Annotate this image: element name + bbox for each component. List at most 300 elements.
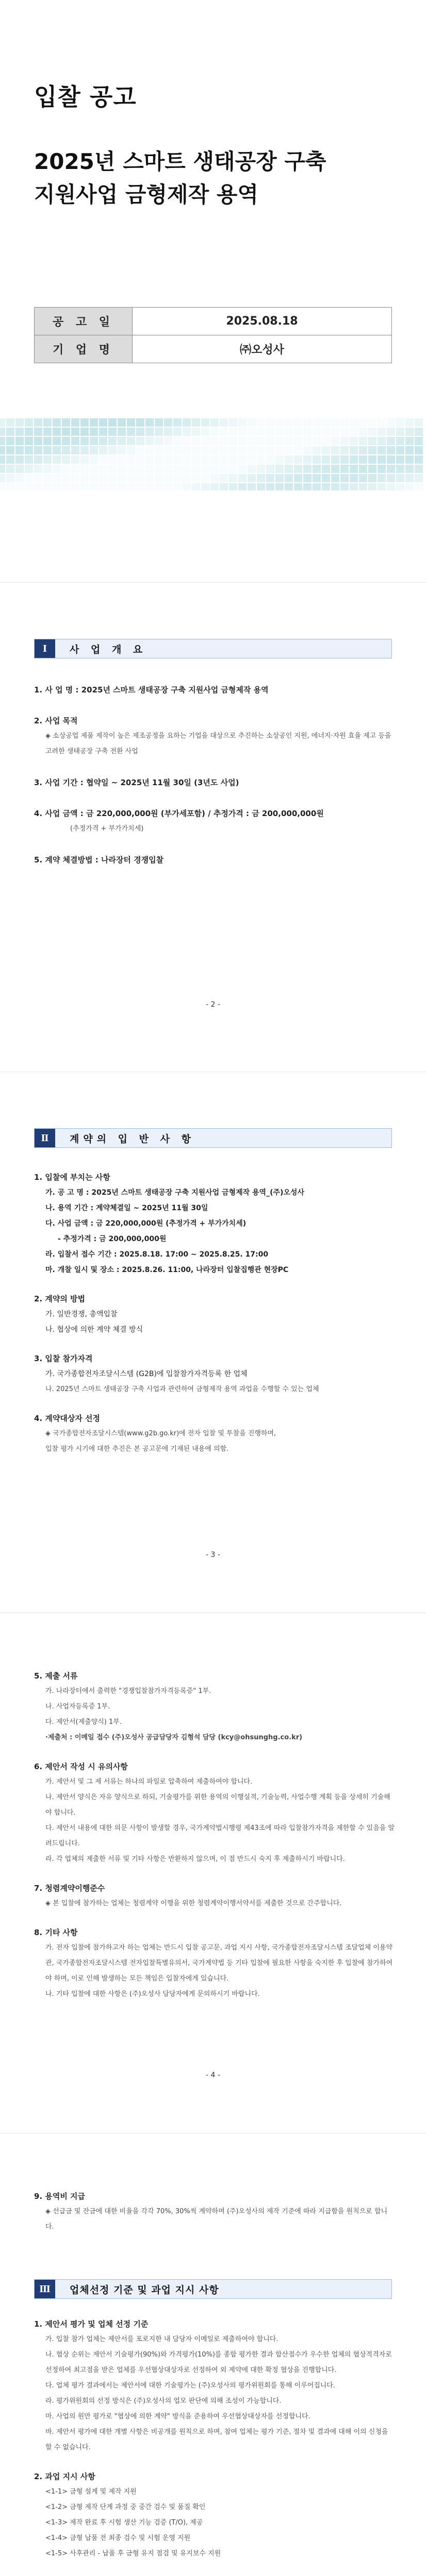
decorative-tile bbox=[229, 474, 237, 482]
decorative-tile bbox=[210, 474, 219, 482]
decorative-tile bbox=[0, 437, 5, 445]
decorative-tile bbox=[294, 455, 302, 464]
decorative-tile bbox=[368, 455, 376, 464]
decorative-tile bbox=[90, 483, 98, 490]
decorative-tile bbox=[34, 465, 42, 473]
decorative-tile bbox=[229, 418, 237, 427]
decorative-tile bbox=[90, 428, 98, 436]
table-row bbox=[35, 335, 392, 363]
list-item: 8. 기타 사항 bbox=[34, 1928, 78, 1937]
decorative-tile bbox=[238, 483, 247, 490]
decorative-tile bbox=[266, 455, 274, 464]
list-item: 나. 기타 입찰에 대한 사항은 (주)오성사 담당자에게 문의하시기 바랍니다. bbox=[45, 1990, 260, 1998]
decorative-tile bbox=[99, 455, 107, 464]
decorative-tile bbox=[248, 455, 256, 464]
decorative-tile bbox=[266, 474, 274, 482]
decorative-tile bbox=[108, 474, 117, 482]
decorative-tile bbox=[378, 446, 386, 454]
decorative-tile bbox=[415, 474, 423, 482]
decorative-tile bbox=[201, 418, 209, 427]
list-item: ◈ 본 입찰에 참가하는 업체는 청렴계약 이행을 위한 청렴계약이행서약서를 제출한 것으로 간주합니다. bbox=[45, 1900, 342, 1907]
section-2b-body bbox=[34, 1659, 395, 2002]
decorative-tile bbox=[183, 474, 191, 482]
decorative-tile bbox=[164, 465, 172, 473]
decorative-tile bbox=[313, 437, 321, 445]
decorative-tile bbox=[53, 483, 61, 490]
decorative-tile bbox=[145, 474, 154, 482]
decorative-tile bbox=[210, 455, 219, 464]
decorative-tile bbox=[359, 455, 367, 464]
decorative-tile bbox=[183, 418, 191, 427]
decorative-tile bbox=[396, 446, 404, 454]
decorative-tile bbox=[145, 446, 154, 454]
section-1-header bbox=[34, 639, 392, 658]
decorative-tile bbox=[210, 418, 219, 427]
decorative-tile bbox=[43, 465, 52, 473]
decorative-tile bbox=[405, 474, 414, 482]
decorative-tile bbox=[173, 437, 182, 445]
decorative-tile bbox=[108, 483, 117, 490]
decorative-tile bbox=[136, 455, 144, 464]
decorative-tile bbox=[53, 418, 61, 427]
decorative-tile bbox=[183, 446, 191, 454]
decorative-tile bbox=[248, 465, 256, 473]
decorative-tile bbox=[257, 483, 265, 490]
decorative-tile bbox=[238, 428, 247, 436]
decorative-tile bbox=[257, 455, 265, 464]
decorative-tile bbox=[90, 465, 98, 473]
decorative-tile bbox=[192, 474, 200, 482]
decorative-tile bbox=[340, 446, 349, 454]
decorative-tile bbox=[15, 446, 24, 454]
decorative-tile bbox=[322, 465, 330, 473]
decorative-tile bbox=[378, 428, 386, 436]
decorative-tile bbox=[387, 446, 395, 454]
decorative-tile bbox=[71, 428, 79, 436]
decorative-tile bbox=[155, 428, 163, 436]
decorative-tile bbox=[303, 474, 312, 482]
decorative-tile bbox=[368, 446, 376, 454]
decorative-tile bbox=[136, 428, 144, 436]
decorative-tile bbox=[405, 465, 414, 473]
decorative-tile bbox=[127, 437, 135, 445]
decorative-tile bbox=[303, 437, 312, 445]
decorative-tile bbox=[34, 418, 42, 427]
decorative-tile bbox=[25, 418, 33, 427]
decorative-tile bbox=[15, 474, 24, 482]
decorative-tile bbox=[229, 483, 237, 490]
decorative-tile bbox=[415, 446, 423, 454]
list-item: 1. 입찰에 부치는 사항 bbox=[34, 1173, 110, 1182]
decorative-tile bbox=[201, 483, 209, 490]
decorative-tile bbox=[34, 455, 42, 464]
section-3-title: 업체선정 기준 및 과업 지시 사항 bbox=[55, 2280, 391, 2298]
tile-pattern bbox=[0, 418, 426, 490]
decorative-tile bbox=[136, 437, 144, 445]
decorative-tile bbox=[350, 446, 358, 454]
decorative-tile bbox=[229, 465, 237, 473]
decorative-tile bbox=[53, 437, 61, 445]
decorative-tile bbox=[415, 418, 423, 427]
decorative-tile bbox=[313, 418, 321, 427]
decorative-tile bbox=[43, 483, 52, 490]
decorative-tile bbox=[266, 465, 274, 473]
decorative-tile bbox=[359, 446, 367, 454]
list-item: - 추정가격 : 금 200,000,000원 bbox=[58, 1235, 167, 1243]
decorative-tile bbox=[359, 428, 367, 436]
decorative-tile bbox=[0, 455, 5, 464]
decorative-tile bbox=[53, 474, 61, 482]
decorative-tile bbox=[80, 446, 89, 454]
decorative-tile bbox=[192, 418, 200, 427]
decorative-tile bbox=[303, 455, 312, 464]
decorative-tile bbox=[331, 483, 339, 490]
section-2-title: 계약의 입 반 사 항 bbox=[55, 1129, 391, 1147]
decorative-tile-band bbox=[0, 418, 426, 490]
decorative-tile bbox=[350, 418, 358, 427]
decorative-tile bbox=[396, 418, 404, 427]
decorative-tile bbox=[164, 483, 172, 490]
decorative-tile bbox=[127, 446, 135, 454]
list-item: ◈ 국가종합전자조달시스템(www.g2b.go.kr)에 전자 입찰 및 투찰을 진행하며, bbox=[45, 1430, 276, 1437]
decorative-tile bbox=[220, 465, 228, 473]
cover bbox=[0, 0, 426, 216]
decorative-tile bbox=[275, 483, 284, 490]
decorative-tile bbox=[275, 446, 284, 454]
list-item: 바. 제안서 평가에 대한 개별 사항은 비공개를 원칙으로 하며, 참여 업체는 평가 기준, 절차 및 결과에 대해 이의 신청을 할 수 없습니다. bbox=[45, 2428, 388, 2451]
decorative-tile bbox=[359, 465, 367, 473]
decorative-tile bbox=[173, 446, 182, 454]
list-item: 가. 나라장터에서 출력한 "경쟁입찰참가자격등록증" 1부. bbox=[45, 1687, 211, 1695]
list-item: <1-2> 금형 제작 단계 과정 중 중간 검수 및 품질 확인 bbox=[45, 2503, 206, 2511]
decorative-tile bbox=[275, 428, 284, 436]
decorative-tile bbox=[173, 474, 182, 482]
decorative-tile bbox=[99, 437, 107, 445]
decorative-tile bbox=[15, 428, 24, 436]
decorative-tile bbox=[71, 474, 79, 482]
decorative-tile bbox=[405, 455, 414, 464]
decorative-tile bbox=[71, 455, 79, 464]
decorative-tile bbox=[415, 428, 423, 436]
decorative-tile bbox=[6, 483, 14, 490]
decorative-tile bbox=[25, 455, 33, 464]
decorative-tile bbox=[331, 418, 339, 427]
decorative-tile bbox=[43, 437, 52, 445]
cover-title-line2: 지원사업 금형제작 용역 bbox=[34, 182, 258, 207]
decorative-tile bbox=[145, 465, 154, 473]
page-number: - 3 - bbox=[206, 1551, 220, 1559]
decorative-tile bbox=[192, 465, 200, 473]
decorative-tile bbox=[15, 465, 24, 473]
decorative-tile bbox=[108, 455, 117, 464]
decorative-tile bbox=[275, 418, 284, 427]
list-item: 6. 제안서 작성 시 유의사항 bbox=[34, 1762, 128, 1771]
decorative-tile bbox=[248, 446, 256, 454]
decorative-tile bbox=[108, 418, 117, 427]
list-item: 라. 각 업체의 제출한 서류 및 기타 사항은 반환하지 않으며, 이 점 반드시 숙지 후 제출하시기 바랍니다. bbox=[45, 1855, 345, 1863]
decorative-tile bbox=[6, 437, 14, 445]
section-2-body bbox=[34, 1160, 395, 1457]
decorative-tile bbox=[275, 474, 284, 482]
decorative-tile bbox=[136, 474, 144, 482]
decorative-tile bbox=[155, 418, 163, 427]
decorative-tile bbox=[145, 455, 154, 464]
decorative-tile bbox=[257, 474, 265, 482]
decorative-tile bbox=[368, 465, 376, 473]
decorative-tile bbox=[229, 455, 237, 464]
section-3-header bbox=[34, 2279, 392, 2299]
decorative-tile bbox=[220, 446, 228, 454]
decorative-tile bbox=[387, 483, 395, 490]
list-item: 7. 청렴계약이행준수 bbox=[34, 1884, 105, 1893]
decorative-tile bbox=[34, 446, 42, 454]
decorative-tile bbox=[90, 437, 98, 445]
list-item: 3. 입찰 참가자격 bbox=[34, 1354, 93, 1363]
decorative-tile bbox=[285, 455, 293, 464]
decorative-tile bbox=[387, 455, 395, 464]
decorative-tile bbox=[145, 418, 154, 427]
list-item: 나. 2025년 스마트 생태공장 구축 사업과 관련하여 금형제작 용역 과업을 수행할 수 있는 업체 bbox=[45, 1385, 319, 1393]
decorative-tile bbox=[257, 465, 265, 473]
decorative-tile bbox=[80, 474, 89, 482]
decorative-tile bbox=[303, 483, 312, 490]
decorative-tile bbox=[266, 446, 274, 454]
decorative-tile bbox=[303, 465, 312, 473]
decorative-tile bbox=[25, 465, 33, 473]
decorative-tile bbox=[99, 465, 107, 473]
decorative-tile bbox=[229, 437, 237, 445]
decorative-tile bbox=[331, 474, 339, 482]
section-3-pre bbox=[34, 2179, 395, 2235]
decorative-tile bbox=[80, 455, 89, 464]
decorative-tile bbox=[359, 437, 367, 445]
list-item: 2. 계약의 방법 bbox=[34, 1294, 86, 1303]
decorative-tile bbox=[25, 483, 33, 490]
decorative-tile bbox=[6, 474, 14, 482]
decorative-tile bbox=[108, 446, 117, 454]
decorative-tile bbox=[303, 446, 312, 454]
decorative-tile bbox=[6, 446, 14, 454]
decorative-tile bbox=[238, 465, 247, 473]
decorative-tile bbox=[0, 483, 5, 490]
table-row bbox=[35, 308, 392, 335]
decorative-tile bbox=[387, 437, 395, 445]
decorative-tile bbox=[127, 474, 135, 482]
decorative-tile bbox=[340, 483, 349, 490]
decorative-tile bbox=[43, 418, 52, 427]
decorative-tile bbox=[71, 418, 79, 427]
decorative-tile bbox=[266, 418, 274, 427]
decorative-tile bbox=[415, 465, 423, 473]
decorative-tile bbox=[275, 465, 284, 473]
page-divider bbox=[0, 582, 426, 583]
decorative-tile bbox=[53, 428, 61, 436]
decorative-tile bbox=[340, 465, 349, 473]
decorative-tile bbox=[396, 437, 404, 445]
decorative-tile bbox=[127, 455, 135, 464]
decorative-tile bbox=[53, 455, 61, 464]
decorative-tile bbox=[368, 474, 376, 482]
decorative-tile bbox=[303, 428, 312, 436]
decorative-tile bbox=[6, 418, 14, 427]
decorative-tile bbox=[136, 418, 144, 427]
decorative-tile bbox=[118, 446, 126, 454]
decorative-tile bbox=[378, 418, 386, 427]
decorative-tile bbox=[378, 465, 386, 473]
decorative-tile bbox=[164, 455, 172, 464]
cover-subtitle: 입찰 공고 bbox=[34, 83, 137, 111]
decorative-tile bbox=[201, 437, 209, 445]
decorative-tile bbox=[396, 428, 404, 436]
decorative-tile bbox=[415, 483, 423, 490]
decorative-tile bbox=[378, 437, 386, 445]
decorative-tile bbox=[53, 465, 61, 473]
decorative-tile bbox=[331, 437, 339, 445]
decorative-tile bbox=[0, 465, 5, 473]
decorative-tile bbox=[387, 474, 395, 482]
decorative-tile bbox=[136, 483, 144, 490]
list-item: 5. 계약 체결방법 : 나라장터 경쟁입찰 bbox=[34, 855, 164, 865]
decorative-tile bbox=[405, 418, 414, 427]
decorative-tile bbox=[127, 418, 135, 427]
decorative-tile bbox=[266, 483, 274, 490]
decorative-tile bbox=[340, 428, 349, 436]
decorative-tile bbox=[53, 446, 61, 454]
decorative-tile bbox=[192, 428, 200, 436]
decorative-tile bbox=[238, 474, 247, 482]
list-item: ◈ 소상공업 제품 제작이 높은 제조공정을 요하는 기업을 대상으로 추진하는 소상공인 지원, 에너지·자원 효율 제고 등을 고려한 생태공장 구축 전환 사업 bbox=[45, 732, 391, 755]
decorative-tile bbox=[155, 483, 163, 490]
list-item: 9. 용역비 지급 bbox=[34, 2192, 86, 2201]
list-item: 입찰 평가 시기에 대한 추진은 본 공고문에 기재된 내용에 의함. bbox=[45, 1445, 229, 1453]
decorative-tile bbox=[359, 474, 367, 482]
decorative-tile bbox=[34, 474, 42, 482]
decorative-tile bbox=[387, 465, 395, 473]
decorative-tile bbox=[415, 437, 423, 445]
decorative-tile bbox=[368, 483, 376, 490]
decorative-tile bbox=[313, 446, 321, 454]
decorative-tile bbox=[201, 428, 209, 436]
decorative-tile bbox=[62, 474, 70, 482]
decorative-tile bbox=[71, 446, 79, 454]
decorative-tile bbox=[183, 465, 191, 473]
decorative-tile bbox=[62, 446, 70, 454]
decorative-tile bbox=[15, 437, 24, 445]
section-1-body bbox=[34, 673, 395, 868]
list-item: 다. 제안서 내용에 대한 의문 사항이 발생할 경우, 국가계약법시행령 제43조에 따라 입찰참가자격을 제한할 수 있음을 알려드립니다. bbox=[45, 1824, 395, 1848]
decorative-tile bbox=[145, 437, 154, 445]
decorative-tile bbox=[322, 437, 330, 445]
decorative-tile bbox=[173, 428, 182, 436]
decorative-tile bbox=[62, 455, 70, 464]
decorative-tile bbox=[0, 428, 5, 436]
decorative-tile bbox=[80, 483, 89, 490]
decorative-tile bbox=[99, 428, 107, 436]
section-1-title: 사 업 개 요 bbox=[55, 639, 391, 658]
list-item: 나. 제안서 양식은 자유 양식으로 하되, 기술평가를 위한 용역의 이행실적, 기술능력, 사업수행 계획 등을 상세히 기술해야 합니다. bbox=[45, 1793, 390, 1817]
decorative-tile bbox=[396, 474, 404, 482]
decorative-tile bbox=[15, 455, 24, 464]
decorative-tile bbox=[108, 428, 117, 436]
decorative-tile bbox=[25, 474, 33, 482]
decorative-tile bbox=[118, 418, 126, 427]
company-label: 기 업 명 bbox=[35, 335, 133, 363]
decorative-tile bbox=[248, 483, 256, 490]
decorative-tile bbox=[173, 465, 182, 473]
decorative-tile bbox=[266, 428, 274, 436]
decorative-tile bbox=[350, 465, 358, 473]
decorative-tile bbox=[396, 465, 404, 473]
decorative-tile bbox=[164, 437, 172, 445]
decorative-tile bbox=[294, 483, 302, 490]
decorative-tile bbox=[43, 474, 52, 482]
decorative-tile bbox=[71, 437, 79, 445]
decorative-tile bbox=[90, 474, 98, 482]
decorative-tile bbox=[25, 428, 33, 436]
decorative-tile bbox=[378, 474, 386, 482]
decorative-tile bbox=[322, 474, 330, 482]
decorative-tile bbox=[183, 455, 191, 464]
list-item: 가. 전자 입찰에 참가하고자 하는 업체는 반드시 입찰 공고문, 과업 지시 사항, 국가종합전자조달시스템 조달업체 이용약관, 국가종합전자조달시스템 전자입찰특별유의서, 국가계약법 등 기타 입찰에 필요한 사항을 숙지한 후 입찰에 참가하여야 하며, 이로 인해 발생하는 모든 책임은 입찰자에게 있습니다. bbox=[45, 1944, 393, 1982]
decorative-tile bbox=[99, 474, 107, 482]
decorative-tile bbox=[34, 428, 42, 436]
list-item: 가. 일반경쟁, 총액입찰 bbox=[45, 1310, 118, 1318]
decorative-tile bbox=[257, 418, 265, 427]
list-item: 나. 용역 기간 : 계약체결일 ~ 2025년 11월 30일 bbox=[45, 1204, 208, 1212]
decorative-tile bbox=[34, 437, 42, 445]
decorative-tile bbox=[220, 437, 228, 445]
decorative-tile bbox=[378, 483, 386, 490]
list-item: 다. 업체 평가 결과에서는 제안서에 대한 기술평가는 (주)오성사의 평가위원회를 통해 이루어집니다. bbox=[45, 2382, 336, 2389]
decorative-tile bbox=[303, 418, 312, 427]
decorative-tile bbox=[164, 418, 172, 427]
page-number: - 4 - bbox=[206, 2071, 220, 2079]
decorative-tile bbox=[90, 446, 98, 454]
decorative-tile bbox=[99, 418, 107, 427]
section-1-number: Ⅰ bbox=[35, 639, 55, 658]
decorative-tile bbox=[127, 483, 135, 490]
decorative-tile bbox=[155, 437, 163, 445]
decorative-tile bbox=[62, 418, 70, 427]
decorative-tile bbox=[90, 455, 98, 464]
decorative-tile bbox=[238, 418, 247, 427]
section-2-number: Ⅱ bbox=[35, 1129, 55, 1147]
list-item: 다. 사업 금액 : 금 220,000,000원 (추정가격 + 부가가치세) bbox=[45, 1219, 247, 1228]
decorative-tile bbox=[99, 446, 107, 454]
decorative-tile bbox=[34, 483, 42, 490]
decorative-tile bbox=[331, 446, 339, 454]
decorative-tile bbox=[331, 465, 339, 473]
decorative-tile bbox=[266, 437, 274, 445]
decorative-tile bbox=[405, 483, 414, 490]
section-3-body bbox=[34, 2307, 395, 2562]
decorative-tile bbox=[350, 474, 358, 482]
decorative-tile bbox=[313, 474, 321, 482]
list-item: 가. 입찰 참가 업체는 제안서를 포로지한 내 담당자 이메일로 제출하여야 합니다. bbox=[45, 2335, 278, 2343]
page-number: - 2 - bbox=[206, 1001, 220, 1009]
decorative-tile bbox=[229, 446, 237, 454]
decorative-tile bbox=[183, 428, 191, 436]
decorative-tile bbox=[248, 474, 256, 482]
list-item: 다. 제안서(제출양식) 1부. bbox=[45, 1718, 122, 1726]
list-item: (추정가격 + 부가가치세) bbox=[70, 825, 144, 833]
list-item: 3. 사업 기간 : 협약일 ~ 2025년 11월 30일 (3년도 사업) bbox=[34, 778, 239, 787]
decorative-tile bbox=[136, 465, 144, 473]
decorative-tile bbox=[294, 446, 302, 454]
decorative-tile bbox=[350, 437, 358, 445]
decorative-tile bbox=[368, 437, 376, 445]
decorative-tile bbox=[313, 483, 321, 490]
